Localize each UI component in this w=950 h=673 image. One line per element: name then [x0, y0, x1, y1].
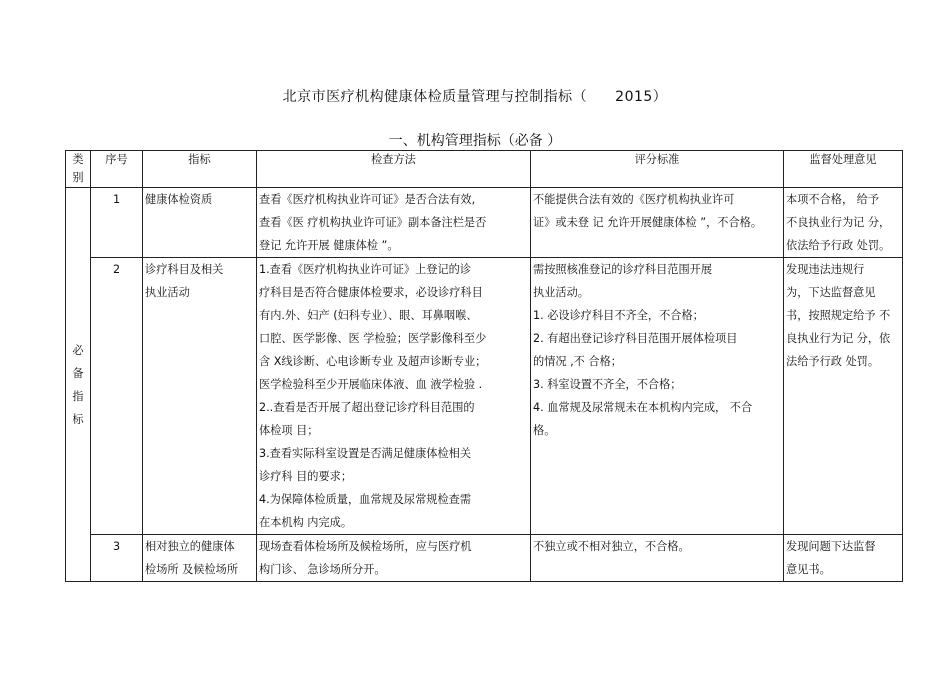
method-cell — [257, 188, 531, 258]
criteria-line: 需按照核准登记的诊疗科目范围开展 — [533, 263, 713, 276]
table-row — [66, 258, 903, 535]
opinion-line: 良执业行为记 分，依 — [786, 332, 891, 345]
criteria-line: 证》或未登 记 允许开展健康体检 ”，不合格。 — [533, 216, 763, 229]
opinion-line: 发现问题下达监督 — [786, 540, 876, 553]
criteria-line: 的情况 ,不 合格； — [533, 355, 622, 368]
criteria-cell — [531, 258, 784, 535]
criteria-line: 执业活动。 — [533, 286, 589, 299]
criteria-line: 格。 — [533, 424, 556, 437]
header-number: 序号 — [91, 151, 143, 188]
indicator-line: 检场所 及候检场所 — [145, 563, 239, 576]
method-cell — [257, 535, 531, 582]
method-line: 查看《医 疗机构执业许可证》副本备注栏是否 — [259, 216, 487, 229]
row-number: 2 — [91, 258, 143, 535]
indicator-table — [65, 150, 903, 582]
table-header-row — [66, 151, 903, 188]
indicator-line: 诊疗科目及相关 — [145, 263, 224, 276]
method-line: 登记 允许开展 健康体检 ”。 — [259, 239, 399, 252]
opinion-cell — [784, 535, 903, 582]
method-line: 口腔、医学影像、医 学检验；医学影像科至少 — [259, 332, 487, 345]
method-line: 查看《医疗机构执业许可证》是否合法有效, — [259, 193, 476, 206]
row-number: 1 — [91, 188, 143, 258]
method-line: 构门诊、 急诊场所分开。 — [259, 563, 386, 576]
row-number: 3 — [91, 535, 143, 582]
criteria-line: 不独立或不相对独立，不合格。 — [533, 540, 690, 553]
header-criteria: 评分标准 — [531, 151, 784, 188]
document-title — [0, 86, 950, 106]
criteria-line: 3. 科室设置不齐全，不合格； — [533, 378, 682, 391]
method-cell — [257, 258, 531, 535]
category-char: 必 — [72, 343, 84, 357]
category-char: 标 — [72, 412, 84, 426]
table-row — [66, 188, 903, 258]
title-text: 北京市医疗机构健康体检质量管理与控制指标（ — [282, 89, 588, 105]
method-line: 1.查看《医疗机构执业许可证》上登记的诊 — [259, 263, 472, 276]
opinion-line: 依法给予行政 处罚。 — [786, 239, 891, 252]
method-line: 含 X线诊断、心电诊断专业 及超声诊断专业； — [259, 355, 487, 368]
criteria-cell — [531, 188, 784, 258]
header-category: 类别 — [66, 151, 91, 188]
criteria-line: 2. 有超出登记诊疗科目范围开展体检项目 — [533, 332, 738, 345]
category-cell — [66, 188, 91, 582]
indicator-cell — [143, 535, 257, 582]
method-line: 医学检验科至少开展临床体液、血 液学检验 . — [259, 378, 483, 391]
section-heading: 一、机构管理指标（必备 ） — [388, 133, 562, 149]
table-row — [66, 535, 903, 582]
method-line: 有内.外、妇产 (妇科专业）、眼、耳鼻咽喉、 — [259, 309, 478, 322]
method-line: 疗科目是否符合健康体检要求，必设诊疗科目 — [259, 286, 483, 299]
method-line: 诊疗科 目的要求； — [259, 470, 353, 483]
indicator-cell — [143, 258, 257, 535]
opinion-line: 法给予行政 处罚。 — [786, 355, 880, 368]
indicator-line: 相对独立的健康体 — [145, 540, 235, 553]
indicator-line: 执业活动 — [145, 286, 190, 299]
category-char: 指 — [72, 389, 84, 403]
opinion-line: 本项不合格， 给予 — [786, 193, 880, 206]
method-line: 现场查看体检场所及候检场所，应与医疗机 — [259, 540, 472, 553]
criteria-cell — [531, 535, 784, 582]
header-opinion: 监督处理意见 — [784, 151, 903, 188]
title-year: 2015） — [615, 89, 668, 105]
method-line: 体检项 目； — [259, 424, 319, 437]
header-method: 检查方法 — [257, 151, 531, 188]
opinion-line: 书，按照规定给予 不 — [786, 309, 891, 322]
opinion-line: 意见书。 — [786, 563, 831, 576]
opinion-line: 发现违法违规行 — [786, 263, 865, 276]
criteria-line: 不能提供合法有效的《医疗机构执业许可 — [533, 193, 735, 206]
method-line: 4.为保障体检质量，血常规及尿常规检查需 — [259, 493, 472, 506]
opinion-line: 为，下达监督意见 — [786, 286, 876, 299]
method-line: 3.查看实际科室设置是否满足健康体检相关 — [259, 447, 472, 460]
opinion-cell — [784, 188, 903, 258]
method-line: 在本机构 内完成。 — [259, 516, 353, 529]
criteria-line: 4. 血常规及尿常规未在本机构内完成， 不合 — [533, 401, 753, 414]
method-line: 2..查看是否开展了超出登记诊疗科目范围的 — [259, 401, 475, 414]
opinion-line: 不良执业行为记 分， — [786, 216, 891, 229]
indicator-cell — [143, 188, 257, 258]
category-char: 备 — [72, 366, 84, 380]
header-indicator: 指标 — [143, 151, 257, 188]
criteria-line: 1. 必设诊疗科目不齐全，不合格； — [533, 309, 704, 322]
opinion-cell — [784, 258, 903, 535]
indicator-line: 健康体检资质 — [145, 193, 213, 206]
